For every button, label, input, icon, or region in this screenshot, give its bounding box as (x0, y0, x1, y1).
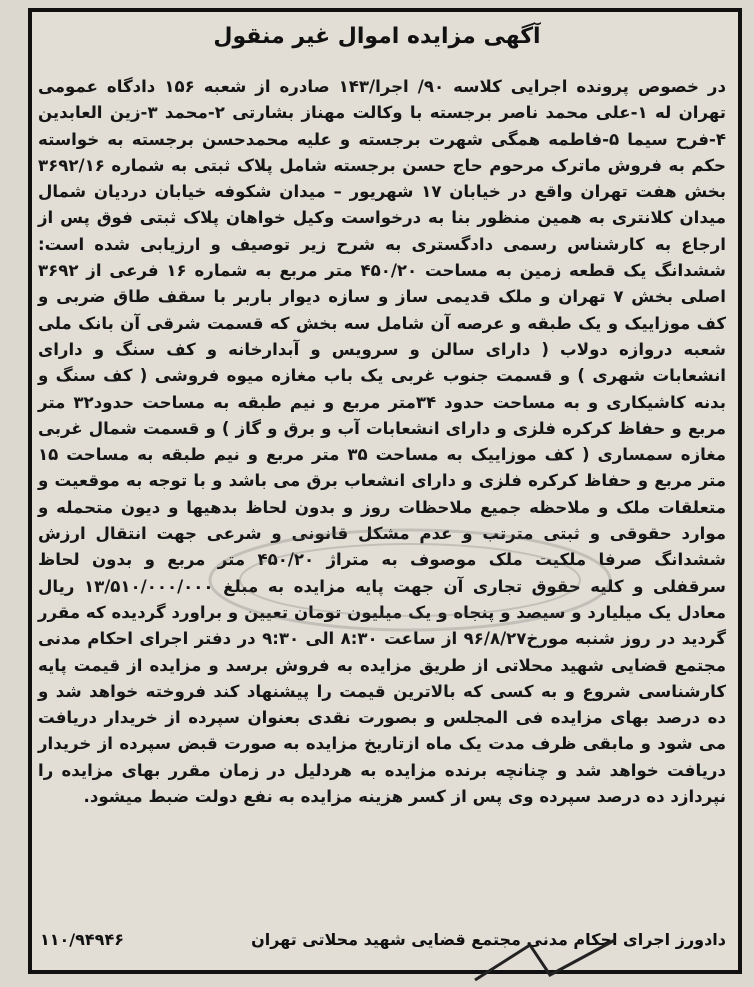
watermark-logo (200, 520, 620, 640)
notice-code: ۱۱۰/۹۴۹۴۶ (40, 930, 124, 949)
pen-stroke-mark (470, 935, 620, 985)
notice-title: آگهی مزایده اموال غیر منقول (213, 24, 541, 49)
notice-signature: دادورز اجرای احکام مدنی مجتمع قضایی شهید محلاتی تهران (251, 930, 726, 949)
notice-body: در خصوص پرونده اجرایی کلاسه ۹۰/ اجرا/۱۴۳ صادره از شعبه ۱۵۶ دادگاه عمومی تهران له ۱-علی محمد ناصر برجسته با وکالت مهناز بشارتی ۲-محمد ۳-زین العابدین ۴-فرح سیما ۵-فاطمه همگی شهرت برجسته و علیه محمدحسن برجسته به خواسته حکم به فروش ماترک مرحوم حاج حسن برجسته شامل پلاک ثبتی به شماره ۳۶۹۲/۱۶ بخش هفت تهران واقع در خیابان ۱۷ شهریور – میدان شکوفه خیابان دردیان شمال میدان کلانتری به همین منظور بنا به درخواست وکیل خواهان پلاک ثبتی فوق پس از ارجاع به کارشناس رسمی دادگستری به شرح زیر توصیف و ارزیابی شده است: ششدانگ یک قطعه زمین به مساحت ۴۵۰/۲۰ متر مربع به شماره ۱۶ فرعی از ۳۶۹۲ اصلی بخش ۷ تهران و ملک قدیمی ساز و سازه دیوار باربر با سقف طاق ضربی و کف موزاییک و یک طبقه و عرصه آن شامل سه بخش که قسمت شرقی آن بانک ملی شعبه دروازه دولاب ( دارای سالن و سرویس و آبدارخانه و کف سنگ و دارای انشعابات شهری ) و قسمت جنوب غربی یک باب مغازه میوه فروشی ( کف سنگ و بدنه کاشیکاری و به مساحت حدود ۳۴متر مربع و نیم طبقه به مساحت حدود۳۲ متر مربع و حفاظ کرکره فلزی و دارای انشعابات آب و برق و گاز ) و قسمت شمال غربی مغازه سمساری ( کف موزاییک به مساحت ۳۵ متر مربع و نیم طبقه به مساحت ۱۵ متر مربع و حفاظ کرکره فلزی و دارای انشعاب برق می باشد و با توجه به موقعیت و متعلقات ملک و ملاحظه جمیع ملاحظات روز و بدون لحاظ بدهیها و دیون متحمله و موارد حقوقی و ثبتی مترتب و عدم مشکل قانونی و شرعی جهت انتقال ارزش ششدانگ صرفا ملکیت ملک موصوف به متراژ ۴۵۰/۲۰ متر مربع و بدون لحاظ سرقفلی و کلیه حقوق تجاری آن جهت پایه مزایده به مبلغ ۱۳/۵۱۰/۰۰۰/۰۰۰ ریال معادل یک میلیارد و سیصد و پنجاه و یک میلیون تومان تعیین و براورد گردیده که مقرر گردید در روز شنبه مورخ۹۶/۸/۲۷ از ساعت ۸:۳۰ الی ۹:۳۰ در دفتر اجرای احکام مدنی مجتمع قضایی شهید محلاتی از طریق مزایده به فروش برسد و مزایده از قیمت پایه کارشناسی شروع و به کسی که بالاترین قیمت را پیشنهاد کند فروخته خواهد شد و ده درصد بهای مزایده فی المجلس و بصورت نقدی بعنوان سپرده از خریدار دریافت می شود و مابقی ظرف مدت یک ماه ازتاریخ مزایده به صورت قبض سپرده از خریدار دریافت خواهد شد و چنانچه برنده مزایده به هردلیل در زمان مقرر بهای مزایده را نپردازد ده درصد سپرده وی پس از کسر هزینه مزایده به نفع دولت ضبط میشود. (38, 77, 727, 807)
